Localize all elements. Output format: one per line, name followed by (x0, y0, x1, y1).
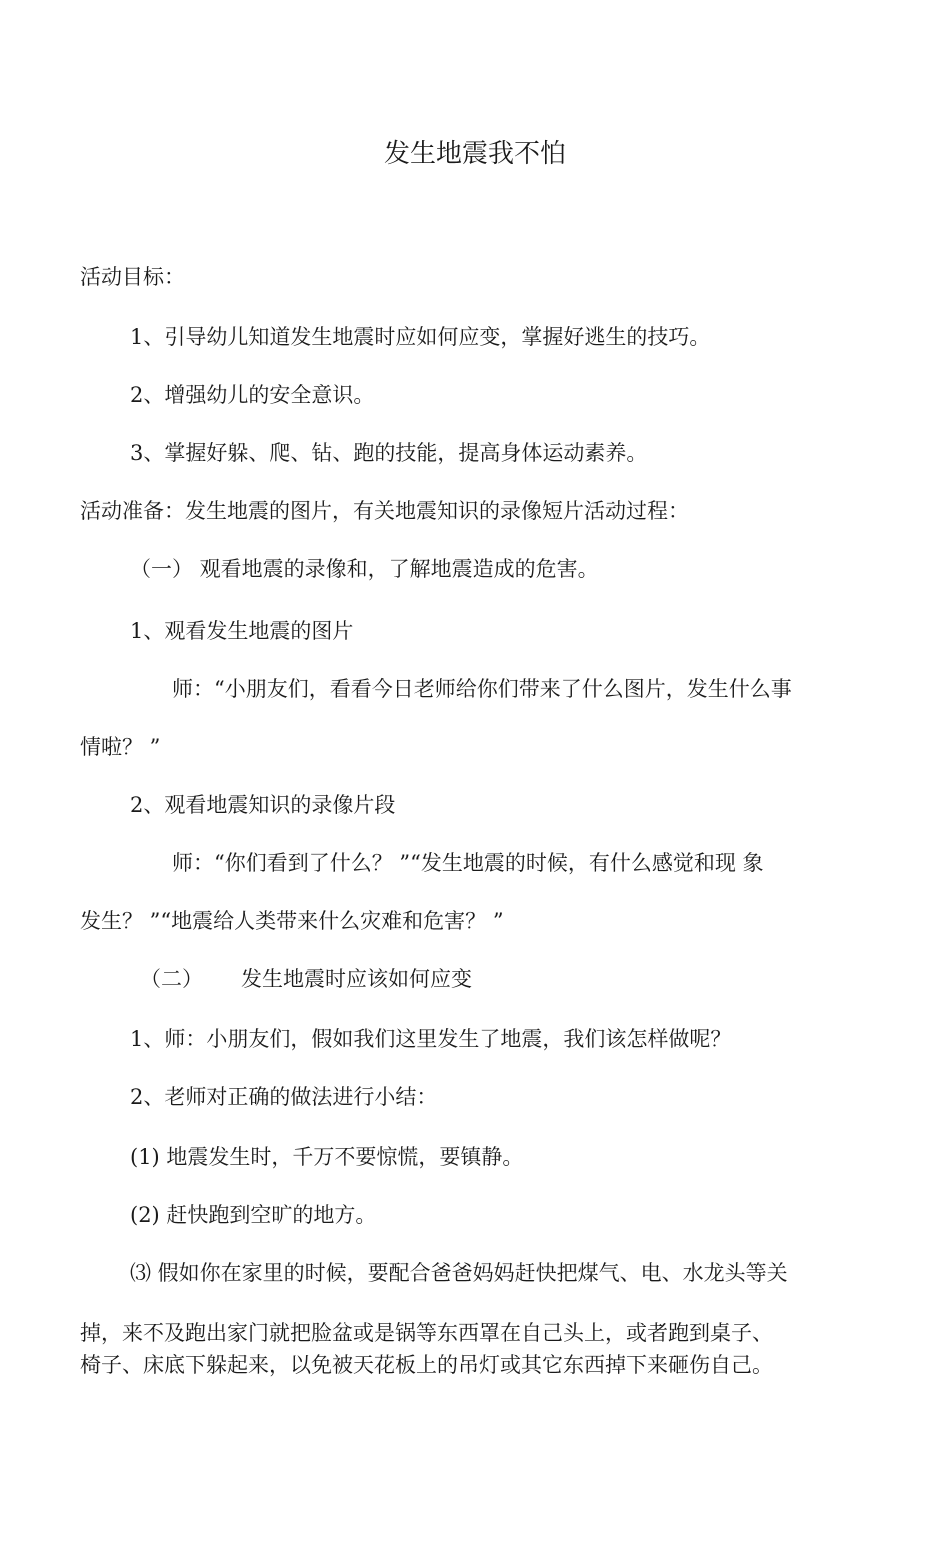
teacher-quote-continuation: 情啦？ ” (80, 735, 161, 759)
teacher-quote: 师：“小朋友们，看看今日老师给你们带来了什么图片，发生什么事 (172, 677, 792, 701)
goals-heading: 活动目标： (80, 265, 185, 289)
rule-item: ⑶ 假如你在家里的时候，要配合爸爸妈妈赶快把煤气、电、水龙头等关 (130, 1261, 788, 1285)
rule-item-continuation: 椅子、床底下躲起来，以免被天花板上的吊灯或其它东西掉下来砸伤自己。 (80, 1353, 773, 1377)
goal-item: 1、引导幼儿知道发生地震时应如何应变，掌握好逃生的技巧。 (130, 325, 711, 349)
step-item: 2、老师对正确的做法进行小结： (130, 1085, 438, 1109)
rule-item-continuation: 掉，来不及跑出家门就把脸盆或是锅等东西罩在自己头上，或者跑到桌子、 (80, 1321, 773, 1345)
goal-item: 2、增强幼儿的安全意识。 (130, 383, 375, 407)
goal-item: 3、掌握好躲、爬、钻、跑的技能，提高身体运动素养。 (130, 441, 648, 465)
section-number: （二） (140, 967, 203, 991)
step-item: 1、师：小朋友们，假如我们这里发生了地震，我们该怎样做呢？ (130, 1027, 732, 1051)
page-title: 发生地震我不怕 (383, 139, 566, 169)
rule-item: (1) 地震发生时，千万不要惊慌，要镇静。 (130, 1145, 524, 1169)
preparation-paragraph: 活动准备：发生地震的图片，有关地震知识的录像短片活动过程： (80, 499, 689, 523)
teacher-quote: 师：“你们看到了什么？ ”“发生地震的时候，有什么感觉和现 象 (172, 851, 764, 875)
section-heading-2 (140, 964, 940, 994)
section-title: 发生地震时应该如何应变 (241, 967, 472, 991)
rule-item: (2) 赶快跑到空旷的地方。 (130, 1203, 377, 1227)
section-heading-1: （一） 观看地震的录像和，了解地震造成的危害。 (130, 557, 599, 581)
step-item: 1、观看发生地震的图片 (130, 619, 354, 643)
teacher-quote-continuation: 发生？ ”“地震给人类带来什么灾难和危害？ ” (80, 909, 504, 933)
step-item: 2、观看地震知识的录像片段 (130, 793, 396, 817)
